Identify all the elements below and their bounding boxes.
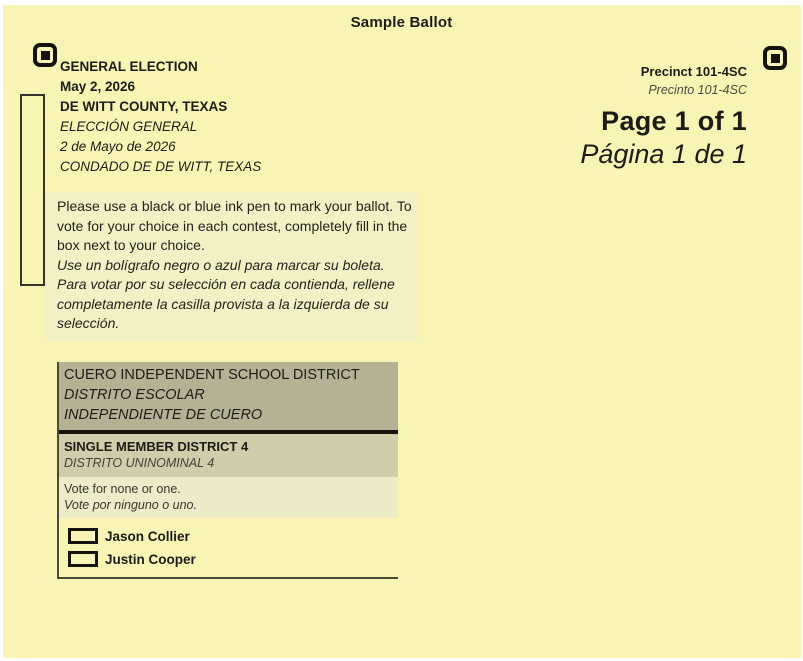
vote-rule: Vote for none or one. bbox=[64, 482, 181, 496]
precinct-label-es: Precinto 101-4SC bbox=[648, 83, 747, 97]
candidate-row bbox=[68, 528, 398, 544]
candidate-checkbox[interactable] bbox=[68, 551, 98, 567]
election-title-es: ELECCIÓN GENERAL bbox=[60, 119, 198, 134]
county-name-es: CONDADO DE DE WITT, TEXAS bbox=[60, 159, 262, 174]
election-date: May 2, 2026 bbox=[60, 79, 136, 94]
election-date-es: 2 de Mayo de 2026 bbox=[60, 139, 176, 154]
candidate-checkbox[interactable] bbox=[68, 528, 98, 544]
candidate-list bbox=[59, 518, 398, 577]
district-name: CUERO INDEPENDENT SCHOOL DISTRICT bbox=[64, 367, 360, 383]
election-header bbox=[60, 57, 261, 177]
voting-instructions-en: Please use a black or blue ink pen to mark your ballot. To vote for your choice in each contest, completely fill in the box next to your choice. bbox=[57, 198, 412, 253]
candidate-name: Jason Collier bbox=[105, 528, 190, 544]
county-name: DE WITT COUNTY, TEXAS bbox=[60, 99, 228, 114]
office-title: SINGLE MEMBER DISTRICT 4 bbox=[64, 439, 249, 454]
precinct-label: Precinct 101-4SC bbox=[640, 64, 747, 79]
precinct-page-header bbox=[580, 62, 747, 171]
page-number: Page 1 of 1 bbox=[601, 106, 747, 136]
registration-mark-dot-icon bbox=[41, 51, 50, 60]
voting-instructions bbox=[45, 192, 418, 341]
contest-block bbox=[57, 362, 398, 579]
election-title: GENERAL ELECTION bbox=[60, 59, 198, 74]
registration-mark-icon bbox=[33, 43, 57, 67]
page-title: Sample Ballot bbox=[350, 14, 453, 31]
timing-mark-box bbox=[20, 94, 45, 286]
vote-rule-es: Vote por ninguno o uno. bbox=[64, 498, 197, 512]
page-number-es: Página 1 de 1 bbox=[580, 139, 747, 169]
contest-district-header bbox=[59, 362, 398, 430]
office-title-es: DISTRITO UNINOMINAL 4 bbox=[64, 456, 215, 470]
registration-mark-icon bbox=[763, 46, 787, 70]
voting-instructions-es: Use un bolígrafo negro o azul para marcar su boleta. Para votar por su selección en cada contienda, rellene completamente la casilla provista a la izquierda de su selección. bbox=[57, 256, 395, 331]
vote-rule-bar bbox=[59, 477, 398, 518]
registration-mark-dot-icon bbox=[771, 54, 780, 63]
contest-office-bar bbox=[59, 434, 398, 477]
candidate-name: Justin Cooper bbox=[105, 551, 196, 567]
candidate-row bbox=[68, 551, 398, 567]
district-name-es: DISTRITO ESCOLAR INDEPENDIENTE DE CUERO bbox=[64, 387, 263, 423]
